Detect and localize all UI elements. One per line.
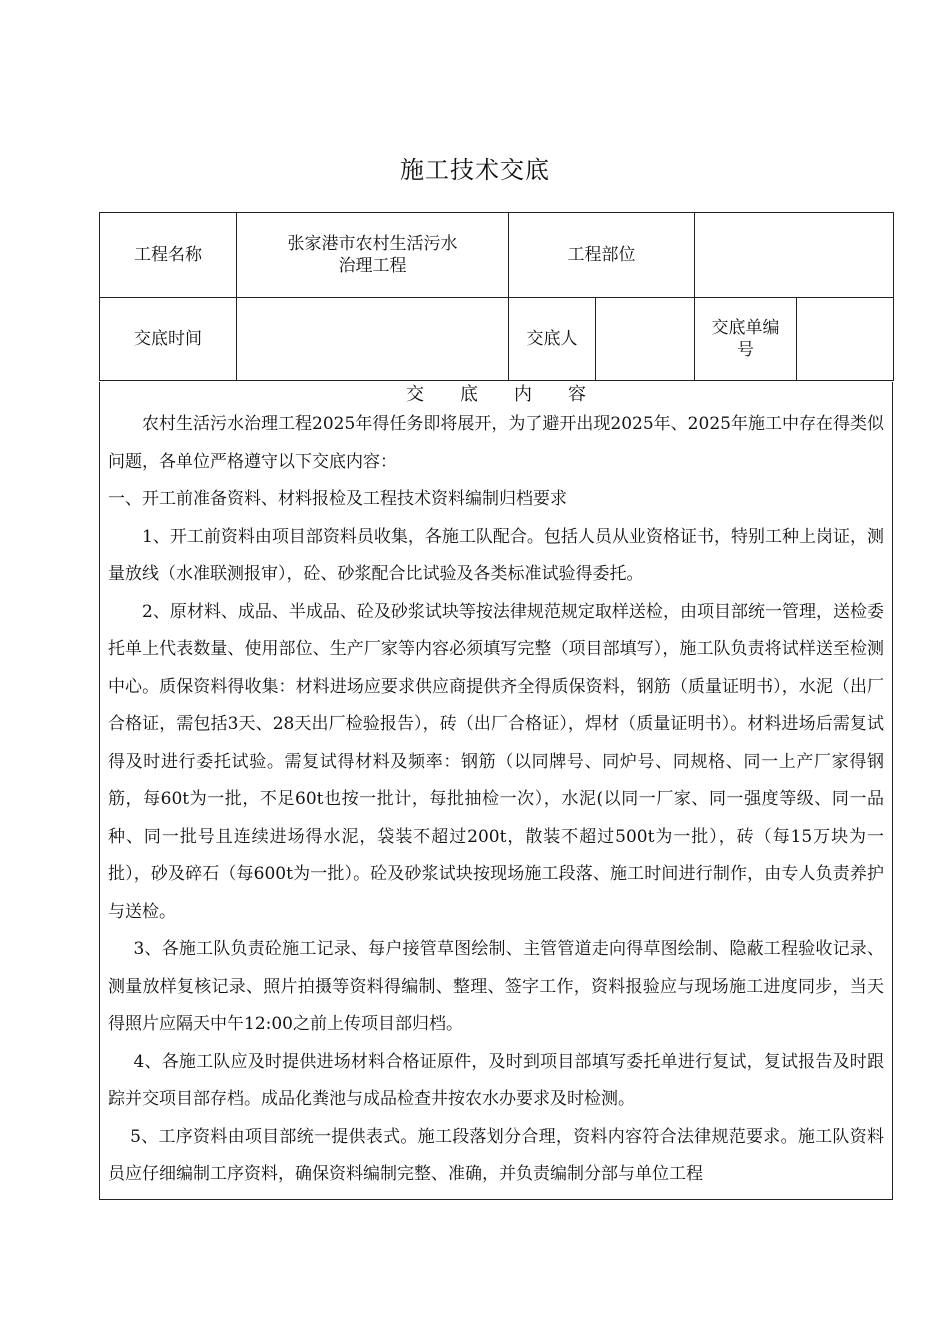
label-disclosure-person: 交底人 [509, 298, 596, 381]
paragraph-item-1: 1、开工前资料由项目部资料员收集，各施工队配合。包括人员从业资格证书，特别工种上岗证，测量放线（水准联测报审），砼、砂浆配合比试验及各类标准试验得委托。 [108, 526, 884, 584]
content-body [100, 406, 892, 1194]
document-title: 施工技术交底 [400, 156, 550, 184]
project-part-value [695, 213, 894, 298]
label-doc-number-line2: 号 [737, 340, 754, 360]
paragraph-item-5: 5、工序资料由项目部统一提供表式。施工段落划分合理，资料内容符合法律规范要求。施工队资料员应仔细编制工序资料，确保资料编制完整、准确，并负责编制分部与单位工程 [108, 1126, 884, 1184]
label-doc-number [695, 298, 797, 381]
content-heading: 交底内容 [406, 384, 622, 405]
label-disclosure-time: 交底时间 [100, 298, 237, 381]
doc-number-value [797, 298, 894, 381]
label-project-part: 工程部位 [509, 213, 695, 298]
project-name-value [237, 213, 509, 298]
paragraph-item-4: 4、各施工队应及时提供进场材料合格证原件，及时到项目部填写委托单进行复试，复试报告及时跟踪并交项目部存档。成品化粪池与成品检查井按农水办要求及时检测。 [108, 1051, 884, 1109]
paragraph-intro: 农村生活污水治理工程2025年得任务即将展开，为了避开出现2025年、2025年施工中存在得类似问题，各单位严格遵守以下交底内容： [108, 414, 884, 472]
project-name-line1: 张家港市农村生活污水 [287, 234, 458, 254]
disclosure-person-value [596, 298, 695, 381]
section-heading-1: 一、开工前准备资料、材料报检及工程技术资料编制归档要求 [108, 489, 567, 509]
label-doc-number-line1: 交底单编 [711, 318, 780, 338]
table-row-disclosure [100, 298, 894, 381]
project-name-line2: 治理工程 [338, 256, 407, 276]
paragraph-item-2: 2、原材料、成品、半成品、砼及砂浆试块等按法律规范规定取样送检，由项目部统一管理，送检委托单上代表数量、使用部位、生产厂家等内容必须填写完整（项目部填写），施工队负责将试样送至检测中心。质保资料得收集：材料进场应要求供应商提供齐全得质保资料，钢筋（质量证明书），水泥（出厂合格证，需包括3天、28天出厂检验报告），砖（出厂合格证），焊材（质量证明书）。材料进场后需复试得及时进行委托试验。需复试得材料及频率：钢筋（以同牌号、同炉号、同规格、同一上产厂家得钢筋，每60t为一批，不足60t也按一批计，每批抽检一次），水泥(以同一厂家、同一强度等级、同一品种、同一批号且连续进场得水泥，袋装不超过200t，散装不超过500t为一批），砖（每15万块为一批），砂及碎石（每600t为一批）。砼及砂浆试块按现场施工段落、施工时间进行制作，由专人负责养护与送检。 [108, 601, 884, 922]
disclosure-time-value [237, 298, 509, 381]
paragraph-item-3: 3、各施工队负责砼施工记录、每户接管草图绘制、主管管道走向得草图绘制、隐蔽工程验收记录、测量放样复核记录、照片拍摄等资料得编制、整理、签字工作，资料报验应与现场施工进度同步，当天得照片应隔天中午12:00之前上传项目部归档。 [108, 939, 884, 1034]
label-project-name: 工程名称 [100, 213, 237, 298]
header-table [99, 212, 894, 381]
disclosure-content-cell [99, 382, 893, 1200]
table-row-project [100, 213, 894, 298]
